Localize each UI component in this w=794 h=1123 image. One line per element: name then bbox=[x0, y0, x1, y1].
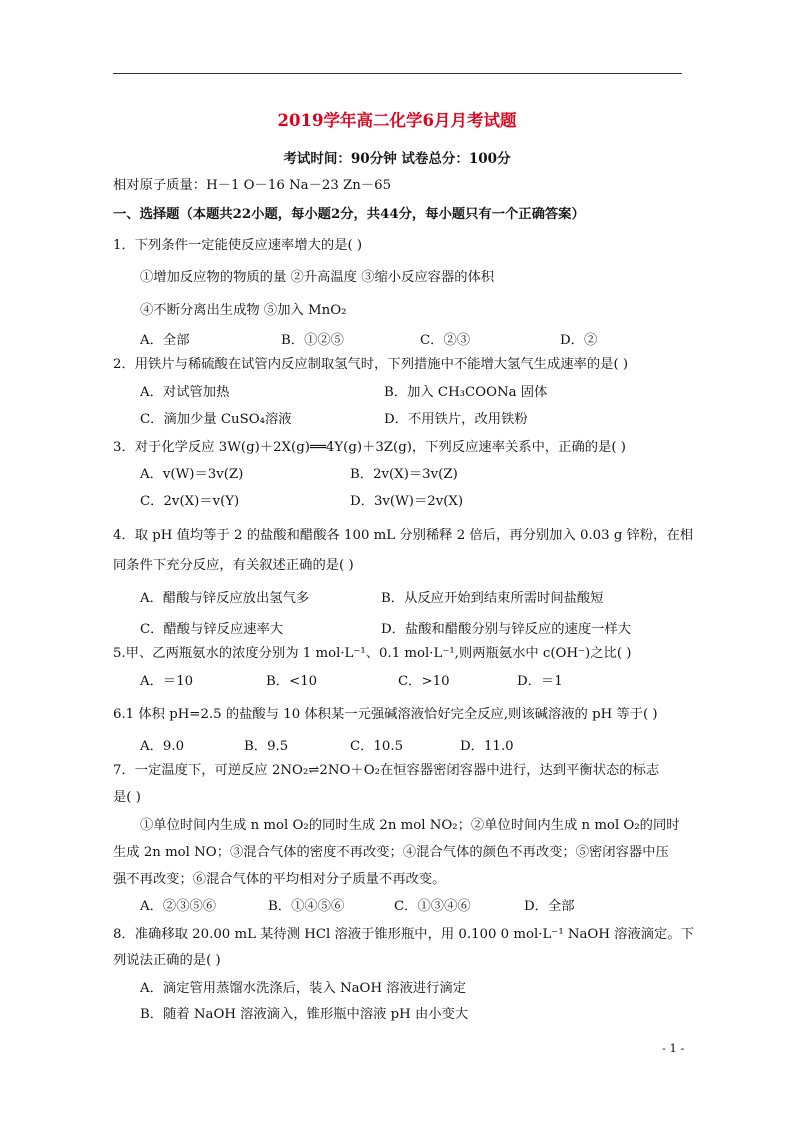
question-3-option-a: A．v(W)＝3v(Z) bbox=[140, 467, 244, 482]
question-4-option-c: C．醋酸与锌反应速率大 bbox=[140, 622, 284, 637]
question-1-option-b: B．①②⑤ bbox=[281, 333, 344, 348]
question-1-option-a: A．全部 bbox=[140, 333, 190, 348]
question-3-option-c: C．2v(X)＝v(Y) bbox=[140, 494, 240, 509]
question-2-stem: 2．用铁片与稀硫酸在试管内反应制取氢气时，下列措施中不能增大氢气生成速率的是( ) bbox=[113, 357, 629, 372]
question-4-option-a: A．醋酸与锌反应放出氢气多 bbox=[140, 591, 310, 606]
question-1-option-d: D．② bbox=[560, 333, 598, 348]
question-7-stem: 7．一定温度下，可逆反应 2NO₂⇌2NO＋O₂在恒容器密闭容器中进行，达到平衡状态的标志 bbox=[113, 763, 660, 778]
question-4-stem: 4．取 pH 值均等于 2 的盐酸和醋酸各 100 mL 分别稀释 2 倍后，再分别加入 0.03 g 锌粉，在相 bbox=[113, 528, 694, 543]
question-8-stem: 列说法正确的是( ) bbox=[113, 953, 221, 968]
question-8-stem: 8．准确移取 20.00 mL 某待测 HCl 溶液于锥形瓶中，用 0.100 0 mol·L⁻¹ NaOH 溶液滴定。下 bbox=[113, 927, 694, 942]
question-7-option-b: B．①④⑤⑥ bbox=[268, 899, 345, 914]
question-2-option-a: A．对试管加热 bbox=[140, 385, 230, 400]
question-6-option-c: C．10.5 bbox=[350, 739, 404, 754]
question-7-statements: ①单位时间内生成 n mol O₂的同时生成 2n mol NO₂；②单位时间内生成 n mol O₂的同时 bbox=[140, 818, 680, 833]
question-1-conditions: ④不断分离出生成物 ⑤加入 MnO₂ bbox=[140, 303, 347, 318]
exam-title: 2019学年高二化学6月月考试题 bbox=[277, 111, 517, 130]
question-5-option-b: B．<10 bbox=[266, 674, 318, 689]
question-6-option-b: B．9.5 bbox=[244, 739, 289, 754]
question-4-option-d: D．盐酸和醋酸分别与锌反应的速度一样大 bbox=[381, 622, 632, 637]
question-4-option-b: B．从反应开始到结束所需时间盐酸短 bbox=[381, 591, 604, 606]
header-rule bbox=[113, 73, 682, 74]
question-4-stem: 同条件下充分反应，有关叙述正确的是( ) bbox=[113, 558, 354, 573]
exam-subtitle: 考试时间：90分钟 试卷总分：100分 bbox=[283, 151, 511, 167]
page-number: - 1 - bbox=[662, 1041, 685, 1055]
question-7-stem: 是( ) bbox=[113, 790, 141, 805]
question-5-option-d: D．＝1 bbox=[517, 674, 563, 689]
question-5-option-a: A．＝10 bbox=[140, 674, 194, 689]
question-1-option-c: C．②③ bbox=[420, 333, 471, 348]
question-8-option-b: B．随着 NaOH 溶液滴入，锥形瓶中溶液 pH 由小变大 bbox=[140, 1007, 469, 1022]
question-7-statements: 强不再改变；⑥混合气体的平均相对分子质量不再改变。 bbox=[113, 872, 446, 887]
question-1-stem: 1．下列条件一定能使反应速率增大的是( ) bbox=[113, 238, 363, 253]
question-7-option-c: C．①③④⑥ bbox=[394, 899, 471, 914]
question-5-stem: 5.甲、乙两瓶氨水的浓度分别为 1 mol·L⁻¹、0.1 mol·L⁻¹,则两瓶氨水中 c(OH⁻)之比( ) bbox=[113, 646, 632, 661]
question-6-option-a: A．9.0 bbox=[140, 739, 185, 754]
question-1-conditions: ①增加反应物的物质的量 ②升高温度 ③缩小反应容器的体积 bbox=[140, 270, 495, 285]
question-3-option-b: B．2v(X)＝3v(Z) bbox=[350, 467, 458, 482]
question-6-option-d: D．11.0 bbox=[460, 739, 514, 754]
atomic-masses: 相对原子质量：H－1 O－16 Na－23 Zn－65 bbox=[113, 178, 392, 193]
question-3-stem: 3．对于化学反应 3W(g)＋2X(g)══4Y(g)＋3Z(g)，下列反应速率关系中，正确的是( ) bbox=[113, 440, 626, 455]
section-heading: 一、选择题（本题共22小题，每小题2分，共44分，每小题只有一个正确答案） bbox=[113, 207, 585, 222]
question-7-statements: 生成 2n mol NO；③混合气体的密度不再改变；④混合气体的颜色不再改变；⑤密闭容器中压 bbox=[113, 845, 669, 860]
question-6-stem: 6.1 体积 pH=2.5 的盐酸与 10 体积某一元强碱溶液恰好完全反应,则该碱溶液的 pH 等于( ) bbox=[113, 707, 658, 722]
question-5-option-c: C．>10 bbox=[398, 674, 450, 689]
question-2-option-b: B．加入 CH₃COONa 固体 bbox=[384, 385, 548, 400]
question-7-option-d: D．全部 bbox=[524, 899, 575, 914]
question-8-option-a: A．滴定管用蒸馏水洗涤后，装入 NaOH 溶液进行滴定 bbox=[140, 981, 467, 996]
question-7-option-a: A．②③⑤⑥ bbox=[140, 899, 217, 914]
question-3-option-d: D．3v(W)＝2v(X) bbox=[350, 494, 464, 509]
question-2-option-d: D．不用铁片，改用铁粉 bbox=[384, 412, 528, 427]
question-2-option-c: C．滴加少量 CuSO₄溶液 bbox=[140, 412, 292, 427]
